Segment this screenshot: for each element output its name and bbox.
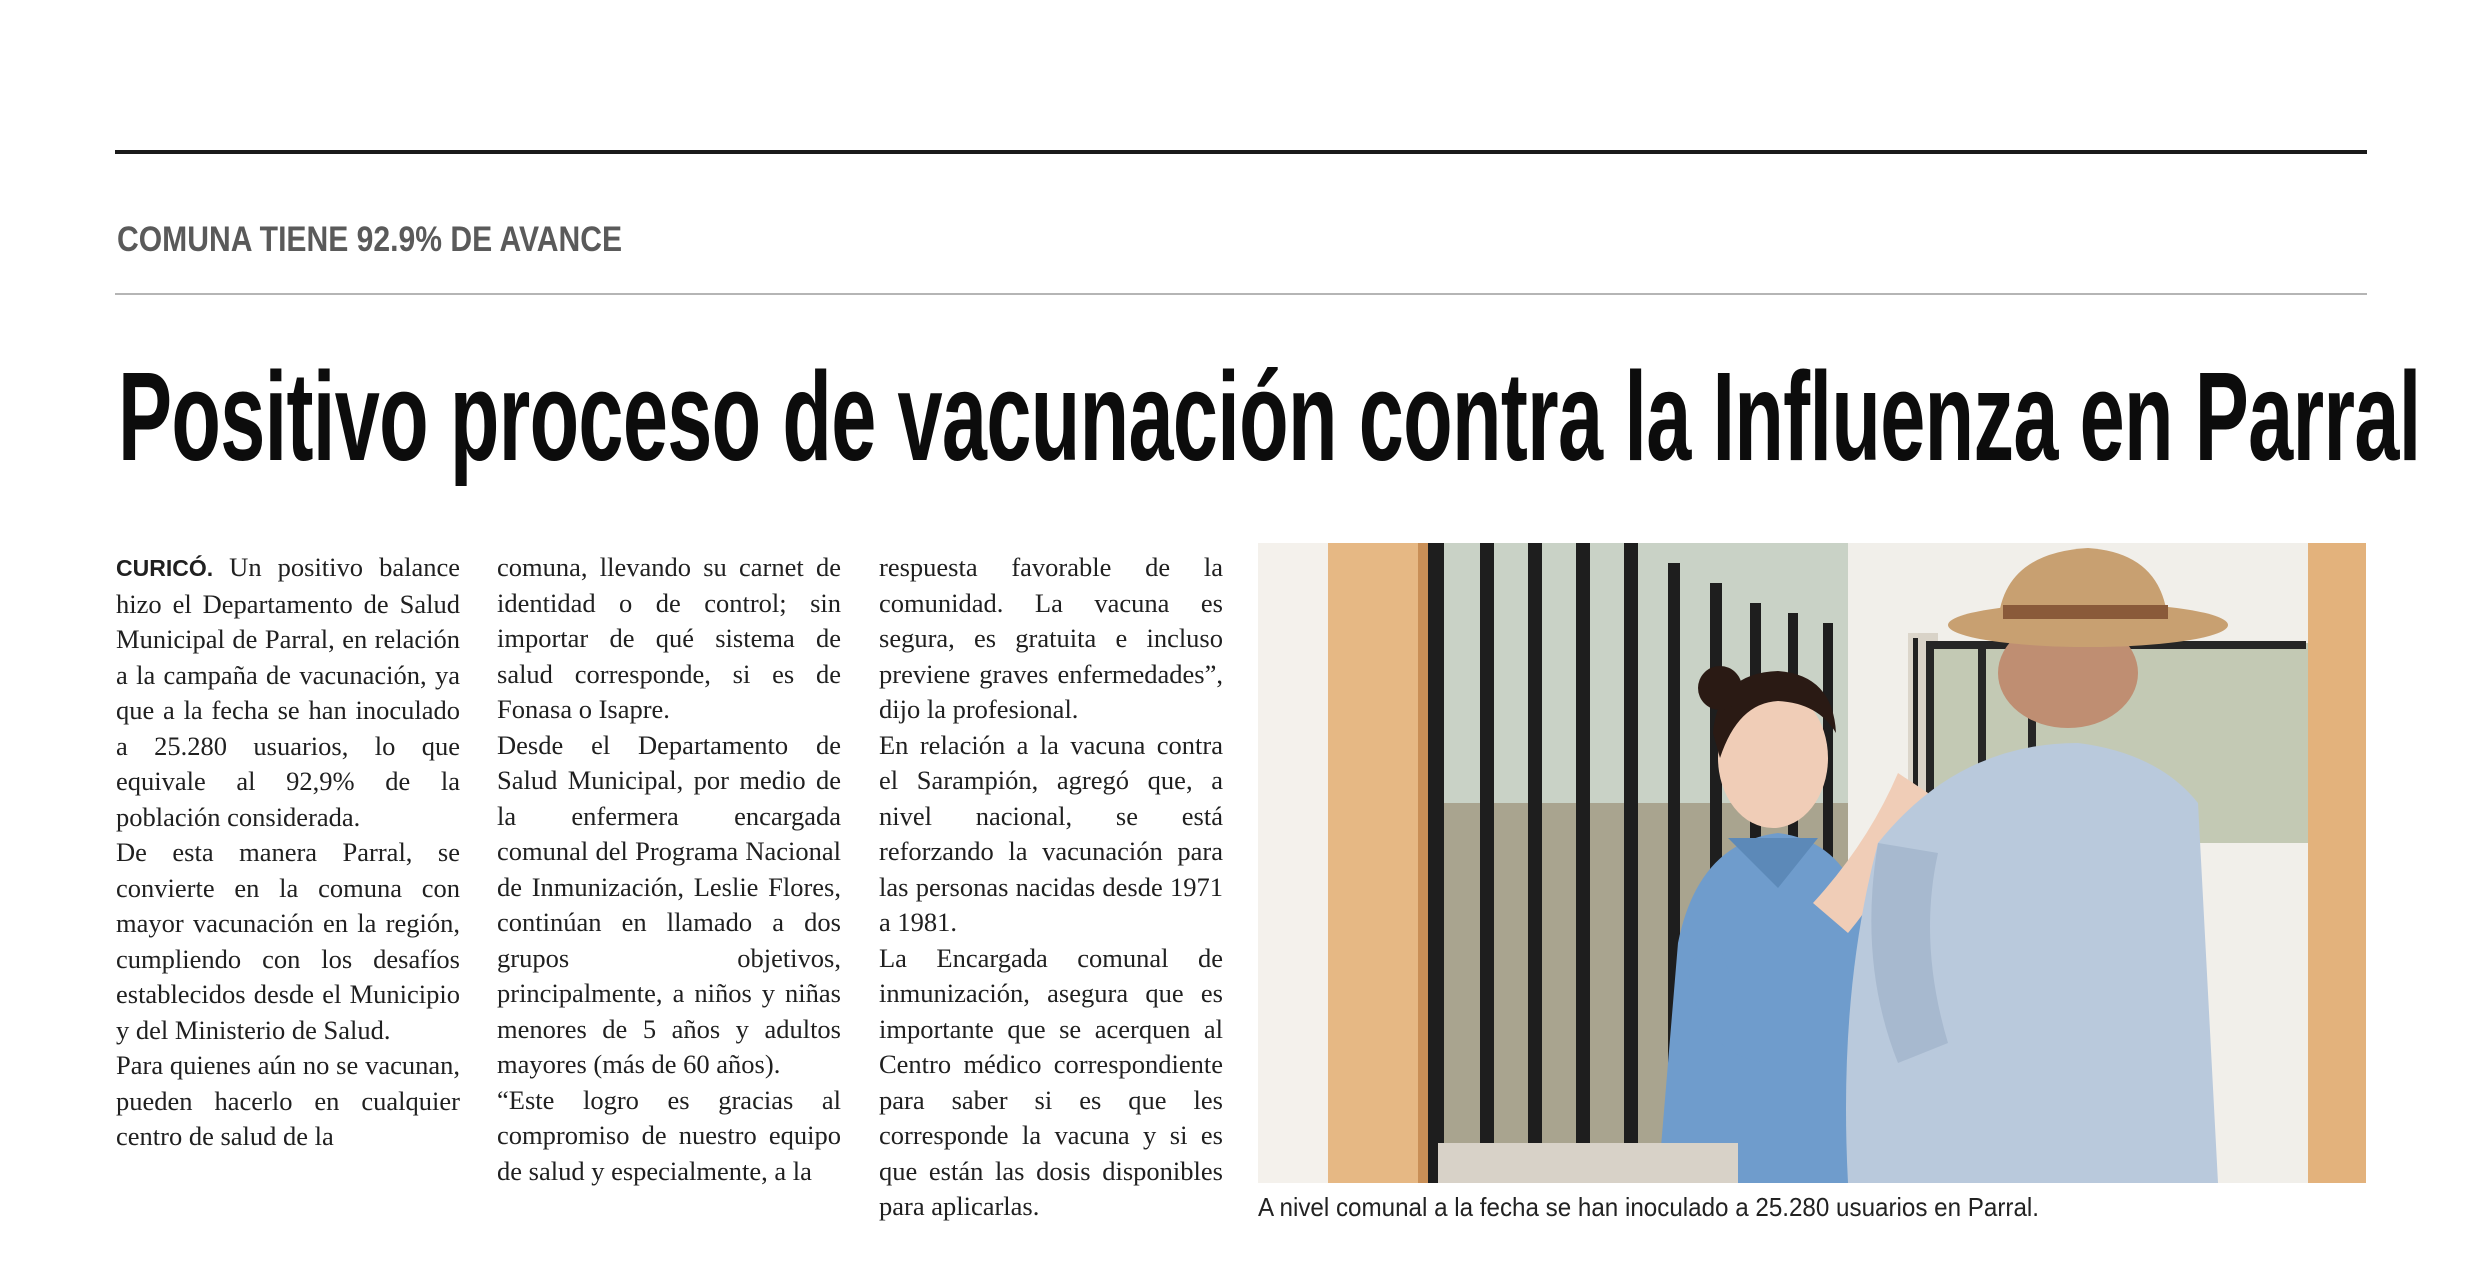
vaccination-illustration	[1258, 543, 2366, 1183]
kicker-rule	[115, 293, 2367, 295]
paragraph: La Encargada comunal de inmunización, asegura que es importante que se acerquen al Centro médico correspondiente para saber si es que les corresponde la vacuna y si es que están las dosis disponibles para aplicarlas.	[879, 942, 1223, 1221]
article-column-1	[116, 550, 460, 1155]
paragraph: De esta manera Parral, se convierte en la comuna con mayor vacunación en la región, cumpliendo con los desafíos establecidos desde el Municipio y del Ministerio de Salud.	[116, 837, 460, 1045]
photo-caption: A nivel comunal a la fecha se han inoculado a 25.280 usuarios en Parral.	[1258, 1192, 2039, 1222]
paragraph: En relación a la vacuna contra el Sarampión, agregó que, a nivel nacional, se está reforzando la vacunación para las personas nacidas desde 1971 a 1981.	[879, 729, 1223, 937]
headline: Positivo proceso de vacunación contra la Influenza en Parral	[118, 346, 2421, 487]
dateline: CURICÓ.	[116, 555, 214, 581]
top-rule	[115, 150, 2367, 154]
article-photo	[1258, 543, 2366, 1183]
paragraph: “Este logro es gracias al compromiso de nuestro equipo de salud y especialmente, a la	[497, 1084, 841, 1186]
paragraph: Para quienes aún no se vacunan, pueden hacerlo en cualquier centro de salud de la	[116, 1050, 460, 1151]
wood-frame-right	[2308, 543, 2366, 1183]
paragraph	[116, 550, 460, 835]
article-column-3	[879, 550, 1223, 1225]
paragraph: Desde el Departamento de Salud Municipal, por medio de la enfermera encargada comunal del Programa Nacional de Inmunización, Leslie Flores, continúan en llamado a dos grupos objetivos, principalmente, a niños y niñas menores de 5 años y adultos mayores (más de 60 años).	[497, 729, 841, 1079]
section-kicker: COMUNA TIENE 92.9% DE AVANCE	[117, 220, 623, 259]
paragraph: comuna, llevando su carnet de identidad o de control; sin importar de qué sistema de salud corresponde, si es de Fonasa o Isapre.	[497, 552, 841, 724]
paragraph-text: Un positivo balance hizo el Departamento de Salud Municipal de Parral, en relación a la campaña de vacunación, ya que a la fecha se han inoculado a 25.280 usuarios, lo que equivale al 92,9% de la población considerada.	[116, 552, 460, 832]
article-column-2	[497, 550, 841, 1189]
paragraph: respuesta favorable de la comunidad. La vacuna es segura, es gratuita e incluso previene graves enfermedades”, dijo la profesional.	[879, 552, 1223, 724]
